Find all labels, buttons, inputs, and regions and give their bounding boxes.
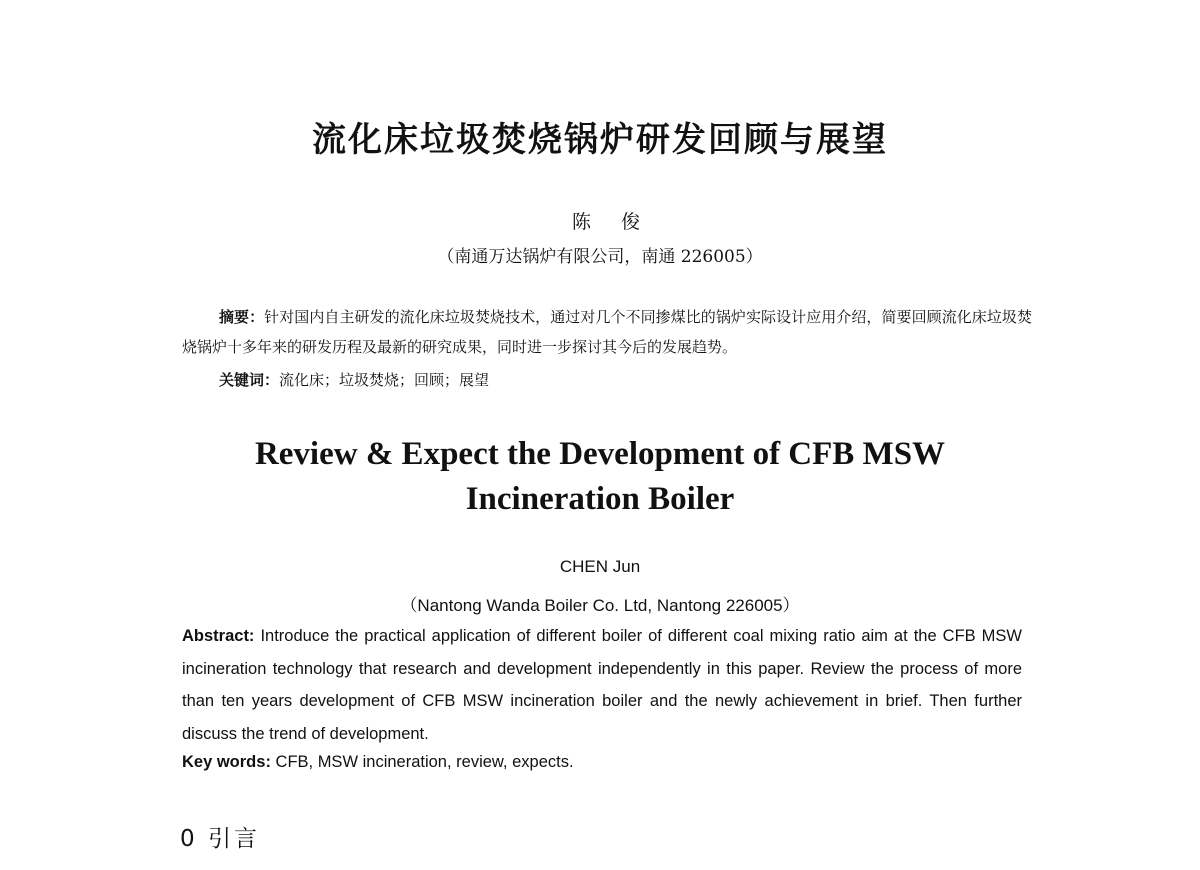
english-affiliation: （Nantong Wanda Boiler Co. Ltd, Nantong 226005） [400,596,800,615]
chinese-abstract-label: 摘要： [219,308,265,326]
chinese-title: 流化床垃圾焚烧锅炉研发回顾与展望 [312,120,888,160]
english-title [0,432,1200,522]
english-title-line-1: Review & Expect the Development of CFB MSW [254,436,946,472]
english-abstract-text: Introduce the practical application of different boiler of different coal mixing ratio aim at the CFB MSW incineration technology that research and development independently in this paper. Review the process of more than ten years development of CFB MSW incineration boiler and the newly achievement in brief. Then further discuss the trend of development. [182,627,1022,743]
chinese-keywords-text: 流化床；垃圾焚烧；回顾；展望 [279,371,490,389]
english-abstract-label: Abstract: [182,627,255,645]
chinese-abstract [182,302,1032,362]
chinese-abstract-text: 针对国内自主研发的流化床垃圾焚烧技术，通过对几个不同掺煤比的锅炉实际设计应用介绍，简要回顾流化床垃圾焚烧锅炉十多年来的研发历程及最新的研究成果，同时进一步探讨其今后的发展趋势。 [182,308,1032,356]
english-title-line-2: Incineration Boiler [465,481,735,517]
english-author: CHEN Jun [559,557,641,576]
chinese-keywords-label: 关键词： [219,371,280,389]
chinese-author: 陈 俊 [571,211,653,233]
chinese-affiliation: （南通万达锅炉有限公司，南通 226005） [437,247,763,267]
english-keywords-label: Key words: [182,753,271,771]
section-heading: 0 引言 [180,826,260,852]
english-abstract [182,620,1022,750]
chinese-keywords [219,368,489,392]
english-keywords-text: CFB, MSW incineration, review, expects. [270,753,574,771]
english-keywords [182,750,574,774]
